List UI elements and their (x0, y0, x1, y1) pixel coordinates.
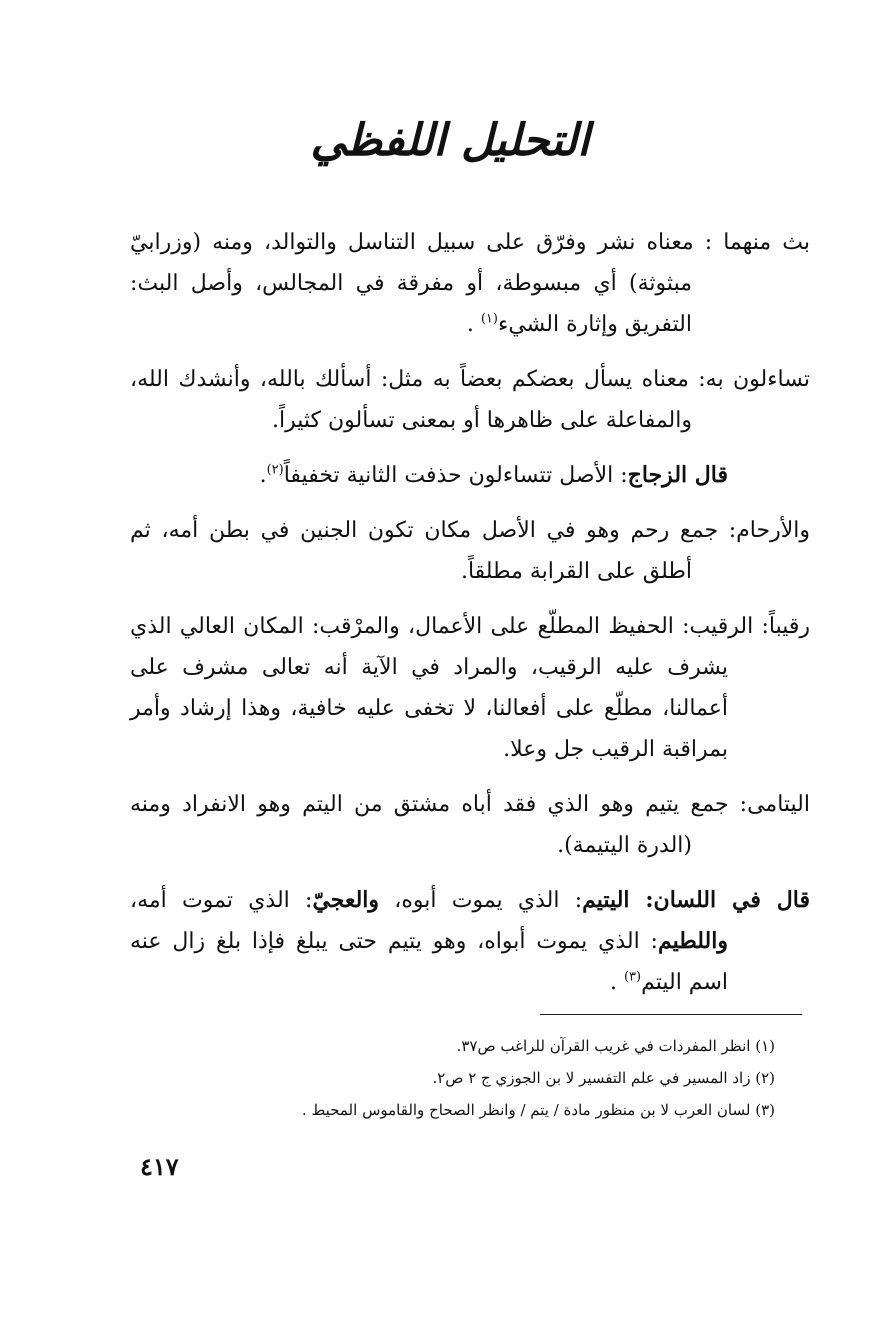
entry-text: : الذي يموت أبوه، (379, 888, 583, 913)
footnotes (200, 1030, 775, 1126)
entry-raqib (130, 606, 810, 770)
footnote-divider (540, 1014, 802, 1015)
entry-lead: قال في اللسان: اليتيم (582, 887, 810, 913)
entry-text: : الأصل تتساءلون حذفت الثانية تخفيفاً (283, 463, 628, 488)
entry-lead: قال الزجاج (627, 462, 728, 488)
entry-text: تساءلون به: معناه يسأل بعضكم بعضاً به مثل: أسألك بالله، وأنشدك الله، والمفاعلة على ظاهرها أو بمعنى تسألون كثيراً. (130, 367, 810, 433)
entry-arham (130, 510, 810, 592)
entry-lead-2: والعجيّ (312, 887, 380, 913)
main-text (130, 222, 810, 1017)
entry-yatama (130, 784, 810, 866)
page-number: ٤١٧ (140, 1152, 179, 1181)
footnote-ref[interactable]: (٣) (623, 969, 642, 985)
footnote-ref[interactable]: (٢) (266, 462, 284, 478)
entry-text: بث منهما : معناه نشر وفرّق على سبيل التناسل والتوالد، ومنه (وزرابيّ مبثوثة) أي مبسوطة، أو مفرقة في المجالس، وأصل البث: التفريق وإثارة الشيء (130, 230, 810, 337)
entry-text: رقيباً: الرقيب: الحفيظ المطلّع على الأعمال، والمرْقب: المكان العالي الذي يشرف عليه الرقيب، والمراد في الآية أنه تعالى مشرف على أعمالنا، مطلّع على أفعالنا، لا تخفى عليه خافية، وهذا إرشاد وأمر بمراقبة الرقيب جل وعلا. (130, 614, 810, 762)
footnote-3: (٣) لسان العرب لا بن منظور مادة / يتم / وانظر الصحاح والقاموس المحيط . (301, 1101, 775, 1119)
entry-text: اليتامى: جمع يتيم وهو الذي فقد أباه مشتق من اليتم وهو الانفراد ومنه (الدرة اليتيمة). (130, 792, 810, 858)
entry-zajjaj (130, 455, 810, 496)
entry-text-3: : الذي يموت أبواه، وهو يتيم حتى يبلغ فإذا بلغ زال عنه اسم اليتم (130, 929, 728, 995)
entry-tail: . (466, 312, 481, 337)
entry-lisan (130, 880, 810, 1003)
entry-text: والأرحام: جمع رحم وهو في الأصل مكان تكون الجنين في بطن أمه، ثم أطلق على القرابة مطلقاً. (130, 518, 810, 584)
footnote-ref[interactable]: (١) (480, 311, 498, 327)
footnote-1: (١) انظر المفردات في غريب القرآن للراغب ص٣٧. (456, 1037, 775, 1055)
entry-lead-3: واللطيم (657, 928, 728, 954)
entry-tail: . (609, 970, 624, 995)
footnote-2: (٢) زاد المسير في علم التفسير لا بن الجوزي ج ٢ ص٢. (432, 1069, 775, 1087)
entry-bath (130, 222, 810, 345)
entry-tasaalun (130, 359, 810, 441)
entry-tail: . (259, 463, 267, 488)
page-title: التحليل اللفظي (310, 115, 590, 166)
entry-text-2: : الذي تموت أمه، (130, 888, 313, 913)
